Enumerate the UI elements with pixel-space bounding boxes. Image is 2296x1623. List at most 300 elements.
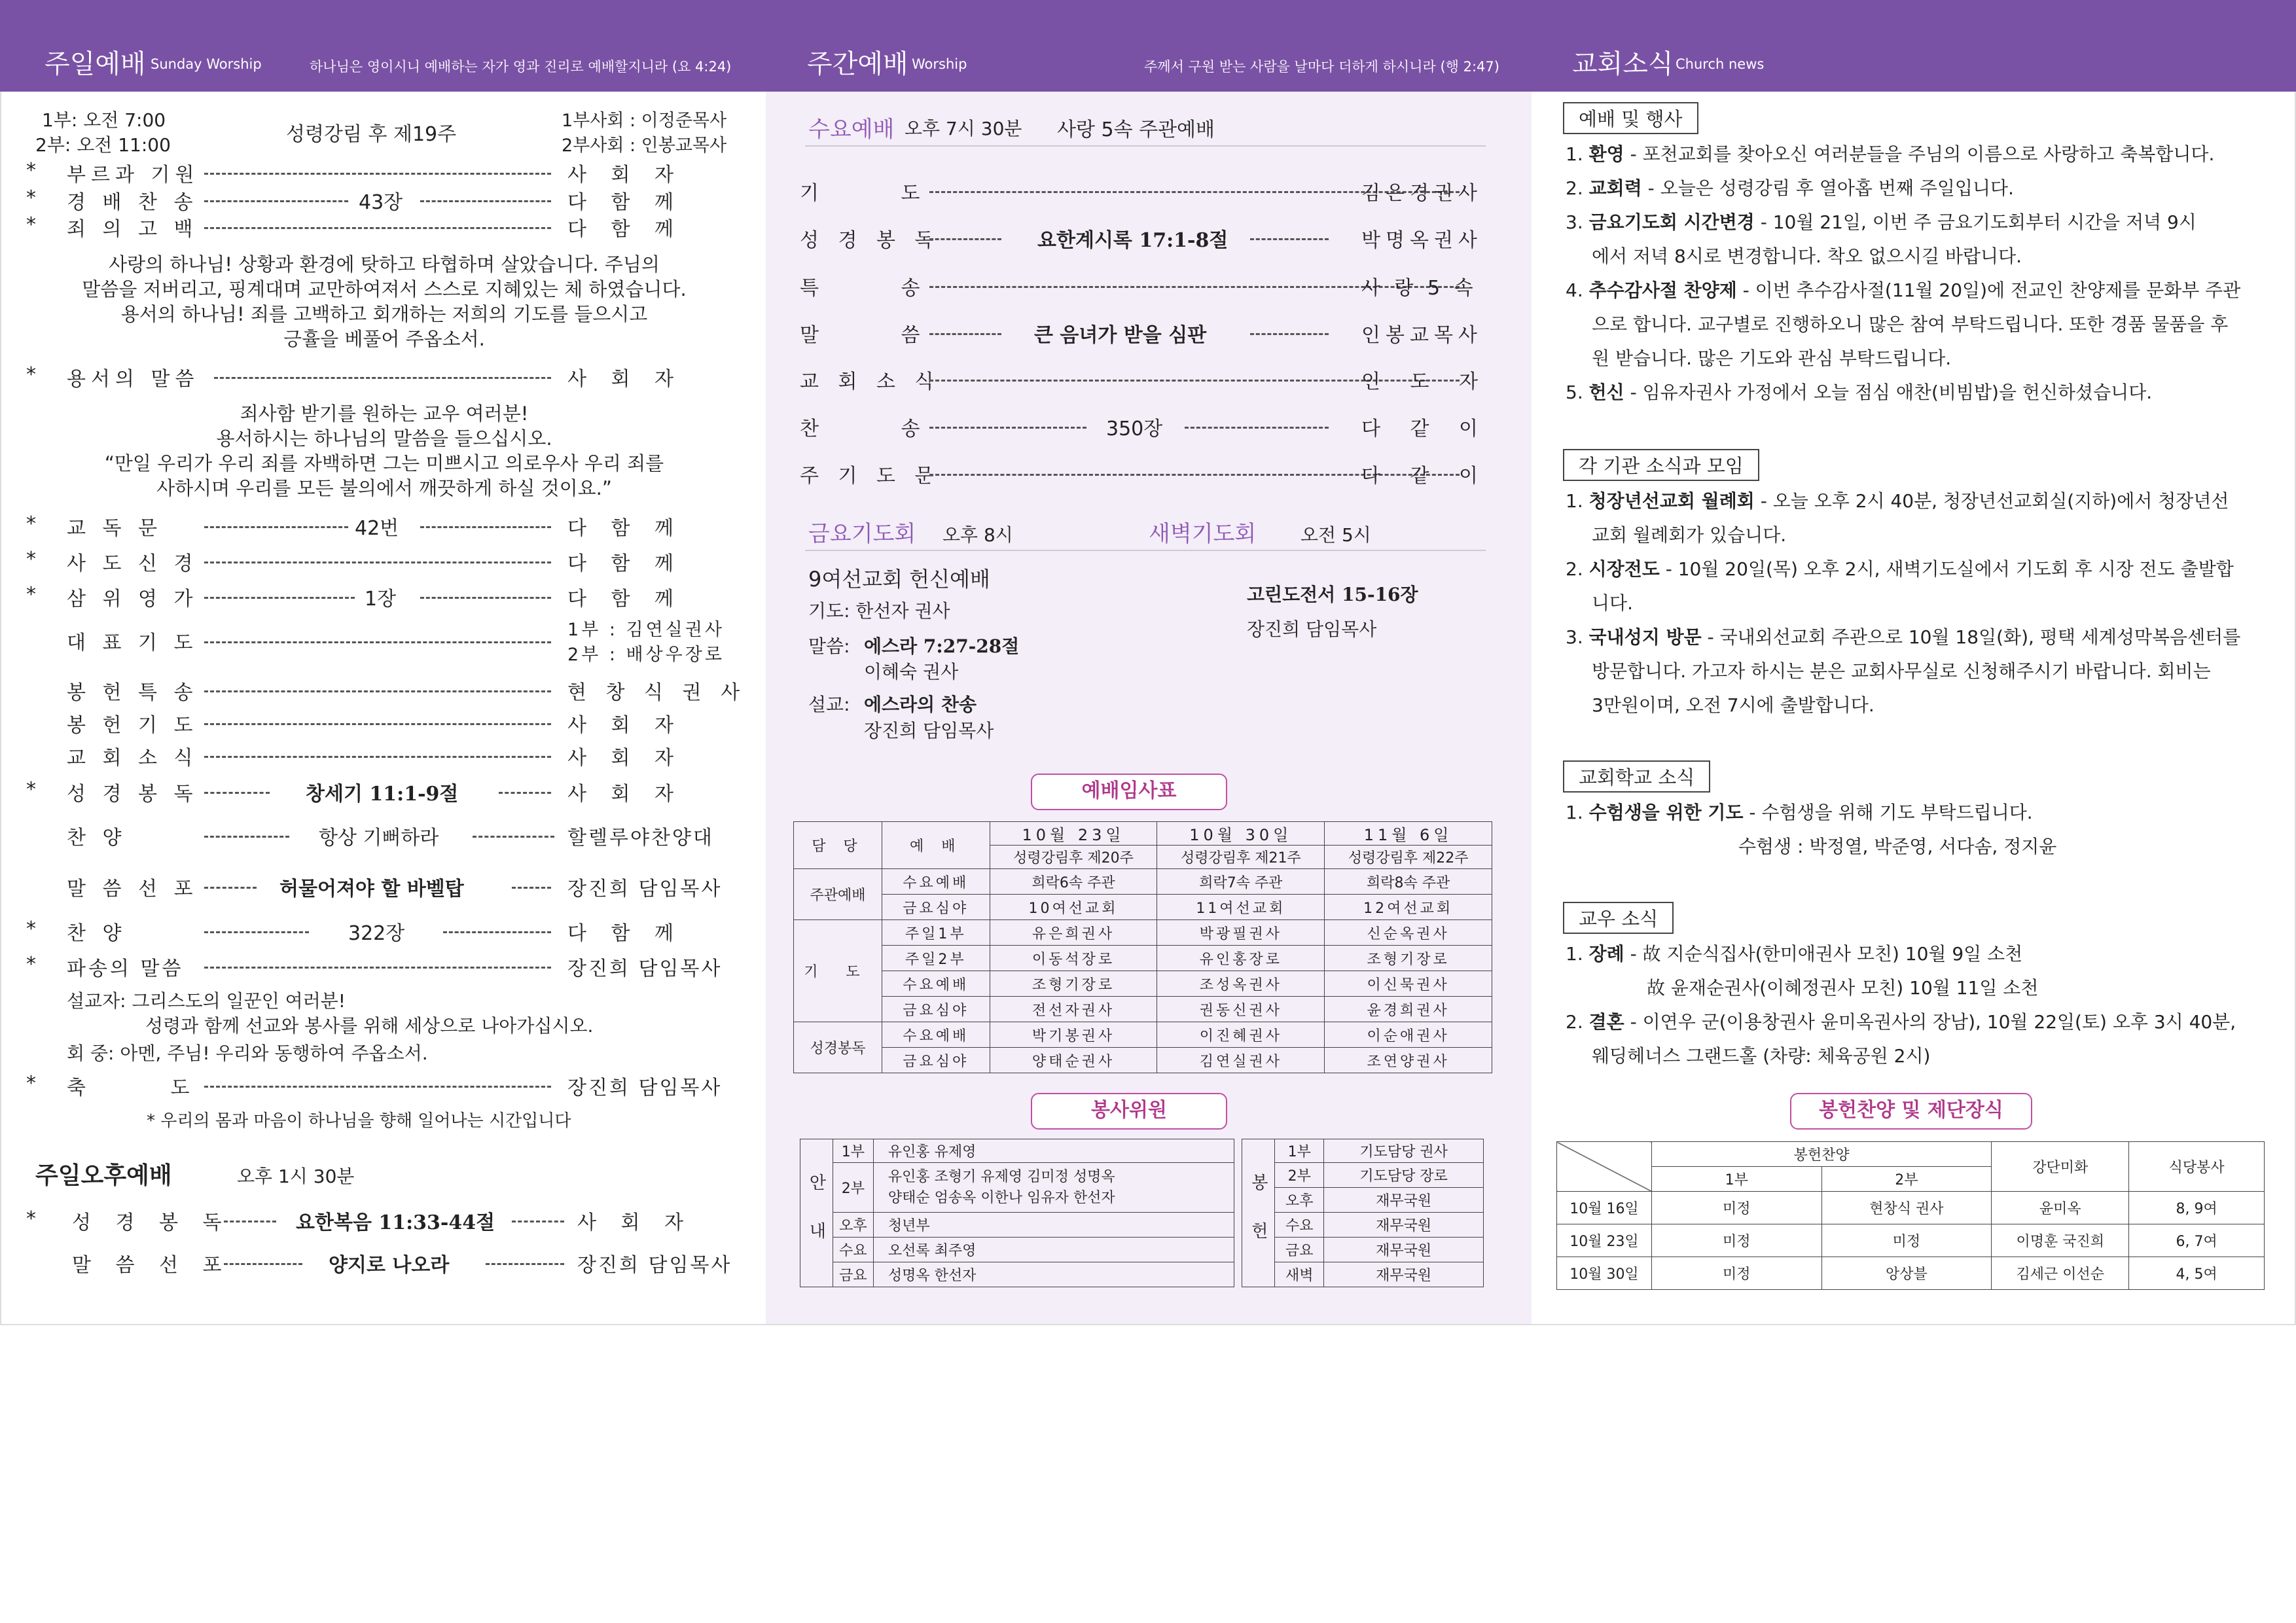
duty-header-role: 담 당 xyxy=(794,822,882,869)
order-label: 봉 헌 특 송 xyxy=(67,681,198,704)
order-label: 말 씀 선 포 xyxy=(67,878,198,901)
order-mid: 322장 xyxy=(348,922,405,945)
item-number: 1. xyxy=(1566,802,1583,823)
duty-cell: 이순애권사 xyxy=(1325,1022,1492,1048)
stand-mark: * xyxy=(26,548,36,571)
volunteer-cell: 2부 xyxy=(833,1163,873,1213)
news-item xyxy=(1566,1005,2259,1073)
wed-right: 인봉교목사 xyxy=(1361,324,1482,347)
volunteer-cell: 기도담당 장로 xyxy=(1324,1163,1484,1188)
duty-week: 성령강림후 제22주 xyxy=(1325,846,1492,869)
duty-cell: 조형기장로 xyxy=(1325,946,1492,971)
sched-cell: 10월 23일 xyxy=(1557,1224,1652,1257)
dotted-leader xyxy=(204,967,551,969)
afternoon-sermon: 양지로 나오라 xyxy=(329,1254,450,1277)
news-list-groups xyxy=(1566,484,2259,722)
news-item xyxy=(1566,484,2259,552)
fri-title: 금요기도회 xyxy=(808,521,916,547)
volunteer-cell: 재무국원 xyxy=(1324,1238,1484,1262)
table-gap xyxy=(1234,1139,1242,1287)
item-heading: 장례 xyxy=(1588,943,1624,965)
news-item xyxy=(1566,171,2259,205)
news-item xyxy=(1566,376,2259,410)
sunday-header-verse: 하나님은 영이시니 예배하는 자가 영과 진리로 예배할지니라 (요 4:24) xyxy=(310,59,732,75)
wed-right: 인 도 자 xyxy=(1361,370,1490,393)
sched-cell: 미정 xyxy=(1821,1224,1992,1257)
fri-prayer: 기도: 한선자 권사 xyxy=(808,600,950,622)
sending-text-2: 성령과 함께 선교와 봉사를 위해 세상으로 나아가십시오. xyxy=(145,1015,594,1037)
preacher: 장진희 담임목사 xyxy=(567,878,723,901)
order-label: 파송의 말씀 xyxy=(67,957,184,980)
stand-mark: * xyxy=(26,1072,36,1095)
dotted-leader xyxy=(204,1086,551,1088)
item-text: - 이번 추수감사절(11월 20일)에 전교인 찬양제를 문화부 주관 xyxy=(1736,279,2241,301)
duty-cell: 11여선교회 xyxy=(1157,895,1325,920)
confession-line: 긍휼을 베풀어 주옵소서. xyxy=(283,328,485,350)
fri-time: 오후 8시 xyxy=(942,524,1013,546)
section-title: 예배 및 행사 xyxy=(1563,102,1698,134)
sermon-title: 허물어져야 할 바벨탑 xyxy=(279,878,464,901)
fri-sermon-label: 설교: xyxy=(808,694,850,715)
item-heading: 결혼 xyxy=(1588,1011,1624,1033)
dotted-leader xyxy=(204,792,270,794)
duty-cell: 금요심야 xyxy=(882,997,990,1022)
dotted-leader xyxy=(486,1263,564,1265)
dotted-leader xyxy=(204,200,348,202)
forgive-line: “만일 우리가 우리 죄를 자백하면 그는 미쁘시고 의로우사 우리 죄를 xyxy=(104,452,664,474)
host-1: 1부사회 : 이정준목사 xyxy=(562,111,727,131)
church-news-panel xyxy=(1532,92,2296,1325)
sched-cell: 앙상블 xyxy=(1821,1257,1992,1290)
volunteer-cell xyxy=(873,1163,1234,1213)
duty-group: 성경봉독 xyxy=(794,1022,882,1073)
item-heading: 추수감사절 찬양제 xyxy=(1588,279,1737,301)
stand-mark: * xyxy=(26,953,36,976)
order-mid: 42번 xyxy=(355,517,399,540)
order-label: 성 경 봉 독 xyxy=(72,1211,231,1234)
volunteer-cell: 오후 xyxy=(1275,1188,1324,1213)
offer-group: 봉 헌 xyxy=(1242,1139,1275,1287)
dotted-leader xyxy=(512,1221,564,1222)
dotted-leader xyxy=(204,597,355,599)
weekly-worship-panel xyxy=(766,92,1532,1325)
news-list-members xyxy=(1566,937,2259,1073)
dotted-leader xyxy=(204,723,551,725)
dotted-leader xyxy=(224,1221,276,1222)
volunteer-cell: 오후 xyxy=(833,1213,873,1238)
wed-right: 다 같 이 xyxy=(1361,418,1490,440)
sunday-scripture: 창세기 11:1-9절 xyxy=(306,783,459,806)
duty-cell: 조형기장로 xyxy=(990,971,1157,997)
duty-cell: 신순옥권사 xyxy=(1325,920,1492,946)
news-item xyxy=(1566,937,2259,1005)
stand-mark: * xyxy=(26,159,36,182)
dawn-time: 오전 5시 xyxy=(1300,524,1371,546)
wed-time: 오후 7시 30분 xyxy=(905,118,1022,139)
item-text: - 포천교회를 찾아오신 여러분들을 주님의 이름으로 사랑하고 축복합니다. xyxy=(1624,143,2215,165)
volunteer-cell: 금요 xyxy=(833,1262,873,1287)
item-heading: 수험생을 위한 기도 xyxy=(1588,802,1744,823)
afternoon-title: 주일오후예배 xyxy=(35,1162,172,1189)
item-heading: 환영 xyxy=(1588,143,1624,165)
sending-text-1: 설교자: 그리스도의 일꾼인 여러분! xyxy=(67,990,346,1012)
sending-text-3: 회 중: 아멘, 주님! 우리와 동행하여 주옵소서. xyxy=(67,1043,428,1064)
host-2: 2부사회 : 인봉교목사 xyxy=(562,135,727,156)
volunteer-cell: 청년부 xyxy=(873,1213,1234,1238)
dotted-leader xyxy=(420,526,551,528)
item-text: - 임유자권사 가정에서 오늘 점심 애찬(비빔밥)을 헌신하셨습니다. xyxy=(1624,382,2153,403)
order-right: 사 회 자 xyxy=(577,1211,693,1234)
offering-schedule-table xyxy=(1556,1141,2265,1290)
order-label: 죄 의 고 백 xyxy=(67,218,198,241)
volunteer-table xyxy=(800,1139,1484,1287)
news-item xyxy=(1566,137,2259,171)
duty-cell: 수요예배 xyxy=(882,869,990,895)
duty-header-service: 예 배 xyxy=(882,822,990,869)
section-title: 각 기관 소식과 모임 xyxy=(1563,449,1759,481)
wed-right: 김은경권사 xyxy=(1361,182,1482,205)
wed-label: 성 경 봉 독 xyxy=(800,229,941,252)
item-number: 3. xyxy=(1566,626,1583,648)
sched-header: 식당봉사 xyxy=(2129,1142,2265,1192)
order-right: 다 함 께 xyxy=(567,588,683,611)
order-right: 다 함 께 xyxy=(567,517,683,540)
sched-cell: 김세근 이선순 xyxy=(1992,1257,2129,1290)
duty-cell: 이동석장로 xyxy=(990,946,1157,971)
sched-cell: 미정 xyxy=(1651,1192,1821,1224)
order-right: 장진희 담임목사 xyxy=(577,1254,732,1277)
dotted-leader xyxy=(420,200,551,202)
dawn-by: 장진희 담임목사 xyxy=(1247,618,1377,640)
dotted-leader xyxy=(204,173,551,175)
item-number: 3. xyxy=(1566,211,1583,233)
fri-event: 9여선교회 헌신예배 xyxy=(808,567,990,592)
item-text: - 수험생을 위해 기도 부탁드립니다. xyxy=(1743,802,2033,823)
news-list-school xyxy=(1566,796,2259,864)
item-text: - 10월 20일(목) 오후 2시, 새벽기도실에서 기도회 후 시장 전도 출발합 xyxy=(1659,558,2234,580)
item-heading: 청장년선교회 월례회 xyxy=(1588,490,1755,512)
divider xyxy=(805,550,1486,551)
item-number: 1. xyxy=(1566,943,1583,965)
item-text-cont: 으로 합니다. 교구별로 진행하오니 많은 참여 부탁드립니다. 또한 경품 물품을 후 xyxy=(1592,313,2229,335)
news-item xyxy=(1566,205,2259,274)
guide-names-line: 양태순 엄송옥 이한나 임유자 한선자 xyxy=(888,1189,1115,1206)
wed-title: 수요예배 xyxy=(808,116,895,143)
order-label: 교 독 문 xyxy=(67,517,163,540)
duty-cell: 이진혜권사 xyxy=(1157,1022,1325,1048)
volunteer-cell: 수요 xyxy=(833,1238,873,1262)
stand-mark: * xyxy=(26,918,36,940)
news-item xyxy=(1566,274,2259,376)
table-corner xyxy=(1557,1142,1652,1192)
order-right: 사 회 자 xyxy=(567,714,683,737)
duty-cell: 희락7속 주관 xyxy=(1157,869,1325,895)
item-text-cont: 에서 저녁 8시로 변경합니다. 착오 없으시길 바랍니다. xyxy=(1592,245,2022,267)
duty-week: 성령강림후 제20주 xyxy=(990,846,1157,869)
item-number: 2. xyxy=(1566,1011,1583,1033)
item-text: - 故 지순식집사(한미애권사 모친) 10월 9일 소천 xyxy=(1624,943,2023,965)
wed-label: 주 기 도 문 xyxy=(800,465,941,488)
order-right: 다 함 께 xyxy=(567,218,683,241)
dotted-leader xyxy=(204,526,348,528)
order-right: 장진희 담임목사 xyxy=(567,1077,723,1099)
choir-title: 항상 기뻐하라 xyxy=(319,827,439,849)
volunteer-cell: 수요 xyxy=(1275,1213,1324,1238)
order-label: 찬 양 xyxy=(67,922,127,945)
dotted-leader xyxy=(1250,238,1329,240)
order-label: 사 도 신 경 xyxy=(67,552,198,575)
order-label: 부르과 기원 xyxy=(67,164,200,187)
duty-cell: 희락8속 주관 xyxy=(1325,869,1492,895)
duty-cell: 조연양권사 xyxy=(1325,1048,1492,1073)
fri-sermon-by: 장진희 담임목사 xyxy=(864,720,994,741)
duty-cell: 권동신권사 xyxy=(1157,997,1325,1022)
volunteer-cell: 새벽 xyxy=(1275,1262,1324,1287)
stand-mark: * xyxy=(26,187,36,209)
sched-header: 1부 xyxy=(1651,1167,1821,1192)
duty-date: 10월 30일 xyxy=(1157,822,1325,846)
divider xyxy=(805,145,1486,147)
afternoon-scripture: 요한복음 11:33-44절 xyxy=(296,1211,495,1234)
dotted-leader xyxy=(204,887,257,889)
duty-cell: 김연실권사 xyxy=(1157,1048,1325,1073)
order-label: 봉 헌 기 도 xyxy=(67,714,198,737)
item-text-cont: 교회 월례회가 있습니다. xyxy=(1592,524,1787,546)
dotted-leader xyxy=(929,427,1086,429)
item-number: 5. xyxy=(1566,382,1583,403)
order-mid: 43장 xyxy=(359,191,403,214)
dawn-text: 고린도전서 15-16장 xyxy=(1247,584,1418,605)
prayer-2: 2부 : 배상우장로 xyxy=(567,645,725,665)
wed-right: 다 같 이 xyxy=(1361,465,1490,488)
duty-cell: 주일2부 xyxy=(882,946,990,971)
dotted-leader xyxy=(224,1263,302,1265)
dawn-title: 새벽기도회 xyxy=(1149,521,1257,547)
item-number: 2. xyxy=(1566,177,1583,199)
wed-label: 기 도 xyxy=(800,182,958,205)
sunday-worship-panel xyxy=(0,92,766,1325)
item-text: - 10월 21일, 이번 주 금요기도회부터 시간을 저녁 9시 xyxy=(1754,211,2197,233)
dotted-leader xyxy=(204,641,551,643)
item-text-cont: 원 받습니다. 많은 기도와 관심 부탁드립니다. xyxy=(1592,348,1952,369)
volunteer-cell: 1부 xyxy=(833,1139,873,1163)
volunteer-cell: 성명옥 한선자 xyxy=(873,1262,1234,1287)
weekly-header-verse: 주께서 구원 받는 사람을 날마다 더하게 하시니라 (행 2:47) xyxy=(1144,59,1499,75)
item-heading: 교회력 xyxy=(1588,177,1642,199)
sched-cell: 이명훈 국진희 xyxy=(1992,1224,2129,1257)
volunteer-cell: 기도담당 권사 xyxy=(1324,1139,1484,1163)
dotted-leader xyxy=(420,597,551,599)
news-header-sub: Church news xyxy=(1676,56,1765,72)
wed-host: 사랑 5속 주관예배 xyxy=(1057,118,1215,141)
wed-scripture: 요한계시록 17:1-8절 xyxy=(1037,229,1229,252)
order-label: 삼 위 영 가 xyxy=(67,588,198,611)
duty-roster-title: 예배임사표 xyxy=(1031,774,1227,810)
dotted-leader xyxy=(473,836,554,838)
item-heading: 금요기도회 시간변경 xyxy=(1588,211,1755,233)
wed-hymn: 350장 xyxy=(1106,418,1163,440)
order-right: 다 함 께 xyxy=(567,191,683,214)
volunteer-cell: 1부 xyxy=(1275,1139,1324,1163)
duty-group: 주관예배 xyxy=(794,869,882,920)
wed-right: 사 랑 5 속 xyxy=(1361,277,1477,300)
confession-line: 용서의 하나님! 죄를 고백하고 회개하는 저희의 기도를 들으시고 xyxy=(120,303,648,325)
dotted-leader xyxy=(929,333,1001,335)
duty-cell: 12여선교회 xyxy=(1325,895,1492,920)
volunteer-cell: 오선록 최주영 xyxy=(873,1238,1234,1262)
fri-sermon: 에스라의 찬송 xyxy=(864,694,977,715)
wed-sermon: 큰 음녀가 받을 심판 xyxy=(1034,324,1207,347)
order-right: 사 회 자 xyxy=(567,783,683,806)
sched-header: 강단미화 xyxy=(1992,1142,2129,1192)
confession-line: 사랑의 하나님! 상황과 환경에 탓하고 타협하며 살았습니다. 주님의 xyxy=(109,253,660,276)
student-list: 수험생 : 박정열, 박준영, 서다솜, 정지윤 xyxy=(1738,836,2057,857)
item-number: 4. xyxy=(1566,279,1583,301)
duty-cell: 이신묵권사 xyxy=(1325,971,1492,997)
item-number: 1. xyxy=(1566,490,1583,512)
item-heading: 국내성지 방문 xyxy=(1588,626,1702,648)
dotted-leader xyxy=(214,377,551,379)
order-right: 현 창 식 권 사 xyxy=(567,681,747,704)
afternoon-time: 오후 1시 30분 xyxy=(237,1166,355,1187)
confession-text xyxy=(1,252,767,351)
forgive-line: 사하시며 우리를 모든 불의에서 깨끗하게 하실 것이요.” xyxy=(156,477,612,499)
duty-cell: 금요심야 xyxy=(882,895,990,920)
stand-mark: * xyxy=(26,583,36,606)
duty-date: 11월 6일 xyxy=(1325,822,1492,846)
dotted-leader xyxy=(204,690,551,692)
duty-cell: 양태순권사 xyxy=(990,1048,1157,1073)
fri-word: 에스라 7:27-28절 xyxy=(864,635,1020,657)
volunteer-cell: 재무국원 xyxy=(1324,1262,1484,1287)
service-time-2: 2부: 오전 11:00 xyxy=(35,134,171,156)
dotted-leader xyxy=(204,931,309,933)
header-bar xyxy=(0,0,2296,92)
volunteer-cell: 유인홍 유제영 xyxy=(873,1139,1234,1163)
dotted-leader xyxy=(929,238,1001,240)
forgive-line: 죄사함 받기를 원하는 교우 여러분! xyxy=(240,402,529,425)
duty-date: 10월 23일 xyxy=(990,822,1157,846)
duty-cell: 박광필권사 xyxy=(1157,920,1325,946)
duty-cell: 박기봉권사 xyxy=(990,1022,1157,1048)
wed-label: 교 회 소 식 xyxy=(800,370,941,393)
dotted-leader xyxy=(204,756,551,758)
item-number: 1. xyxy=(1566,143,1583,165)
dotted-leader xyxy=(204,227,551,229)
guide-names-line: 유인홍 조형기 유제영 김미정 성명옥 xyxy=(888,1168,1115,1185)
order-label: 용서의 말씀 xyxy=(67,368,200,391)
stand-mark: * xyxy=(26,512,36,535)
fri-word-label: 말씀: xyxy=(808,635,850,657)
duty-cell: 유인홍장로 xyxy=(1157,946,1325,971)
stand-note: * 우리의 몸과 마음이 하나님을 향해 일어나는 시간입니다 xyxy=(147,1111,571,1131)
duty-cell: 10여선교회 xyxy=(990,895,1157,920)
section-title: 교우 소식 xyxy=(1563,902,1674,934)
item-text: - 이연우 군(이용창권사 윤미옥권사의 장남), 10월 22일(토) 오후 3시 40분, xyxy=(1624,1011,2236,1033)
news-item xyxy=(1566,796,2259,830)
sched-header: 2부 xyxy=(1821,1167,1992,1192)
order-right: 사 회 자 xyxy=(567,747,683,770)
stand-mark: * xyxy=(26,778,36,801)
offering-schedule-title: 봉헌찬양 및 제단장식 xyxy=(1790,1093,2032,1130)
item-heading: 시장전도 xyxy=(1588,558,1660,580)
stand-mark: * xyxy=(26,363,36,386)
sched-cell: 8, 9여 xyxy=(2129,1192,2265,1224)
duty-roster-table xyxy=(793,821,1492,1073)
item-text-cont: 방문합니다. 가고자 하시는 분은 교회사무실로 신청해주시기 바랍니다. 회비는 xyxy=(1592,660,2211,682)
weekly-header-sub: Worship xyxy=(912,56,967,72)
duty-cell: 금요심야 xyxy=(882,1048,990,1073)
service-time-1: 1부: 오전 7:00 xyxy=(42,109,166,131)
duty-cell: 윤경희권사 xyxy=(1325,997,1492,1022)
sunday-header-title: 주일예배 xyxy=(45,49,146,79)
volunteer-cell: 재무국원 xyxy=(1324,1213,1484,1238)
order-label: 교 회 소 식 xyxy=(67,747,198,770)
order-right: 사 회 자 xyxy=(567,164,683,187)
dotted-leader xyxy=(204,836,289,838)
order-mid: 1장 xyxy=(365,588,397,611)
dotted-leader xyxy=(1185,427,1329,429)
item-number: 2. xyxy=(1566,558,1583,580)
guide-group: 안 내 xyxy=(800,1139,833,1287)
choir-name: 할렐루야찬양대 xyxy=(567,827,714,849)
item-text-cont: 니다. xyxy=(1592,592,1633,614)
order-label: 성 경 봉 독 xyxy=(67,783,198,806)
sched-header: 봉헌찬양 xyxy=(1651,1142,1991,1167)
dotted-leader xyxy=(512,887,551,889)
duty-cell: 유은희권사 xyxy=(990,920,1157,946)
sched-cell: 10월 30일 xyxy=(1557,1257,1652,1290)
weekly-header-title: 주간예배 xyxy=(807,49,908,79)
duty-cell: 전선자권사 xyxy=(990,997,1157,1022)
order-label: 축 도 xyxy=(67,1077,229,1099)
duty-cell: 주일1부 xyxy=(882,920,990,946)
news-list-events xyxy=(1566,137,2259,410)
forgive-text xyxy=(1,401,767,501)
confession-line: 말씀을 저버리고, 핑계대며 교만하여져서 스스로 지혜있는 체 하였습니다. xyxy=(82,278,687,300)
duty-cell: 수요예배 xyxy=(882,971,990,997)
liturgical-week: 성령강림 후 제19주 xyxy=(286,123,457,146)
news-item xyxy=(1566,620,2259,722)
dotted-leader xyxy=(204,562,551,563)
order-right: 장진희 담임목사 xyxy=(567,957,723,980)
sched-cell: 10월 16일 xyxy=(1557,1192,1652,1224)
duty-group: 기 도 xyxy=(794,920,882,1022)
dotted-leader xyxy=(443,931,551,933)
item-heading: 헌신 xyxy=(1588,382,1624,403)
order-right: 다 함 께 xyxy=(567,922,683,945)
wed-label: 찬 송 xyxy=(800,418,958,440)
item-text-cont: 3만원이며, 오전 7시에 출발합니다. xyxy=(1592,694,1874,716)
dotted-leader xyxy=(499,792,551,794)
volunteer-cell: 재무국원 xyxy=(1324,1188,1484,1213)
forgive-line: 용서하시는 하나님의 말씀을 들으십시오. xyxy=(216,427,552,450)
item-text-cont: 웨딩헤너스 그랜드홀 (차량: 체육공원 2시) xyxy=(1592,1045,1931,1067)
sched-cell: 6, 7여 xyxy=(2129,1224,2265,1257)
sched-cell: 윤미옥 xyxy=(1992,1192,2129,1224)
order-right: 다 함 께 xyxy=(567,552,683,575)
sched-cell: 미정 xyxy=(1651,1224,1821,1257)
duty-cell: 수요예배 xyxy=(882,1022,990,1048)
volunteer-title: 봉사위원 xyxy=(1031,1093,1227,1130)
duty-week: 성령강림후 제21주 xyxy=(1157,846,1325,869)
wed-label: 말 씀 xyxy=(800,324,958,347)
order-label: 대 표 기 도 xyxy=(67,632,198,654)
duty-cell: 희락6속 주관 xyxy=(990,869,1157,895)
section-title: 교회학교 소식 xyxy=(1563,760,1710,793)
sched-cell: 현창식 권사 xyxy=(1821,1192,1992,1224)
stand-mark: * xyxy=(26,1207,36,1230)
